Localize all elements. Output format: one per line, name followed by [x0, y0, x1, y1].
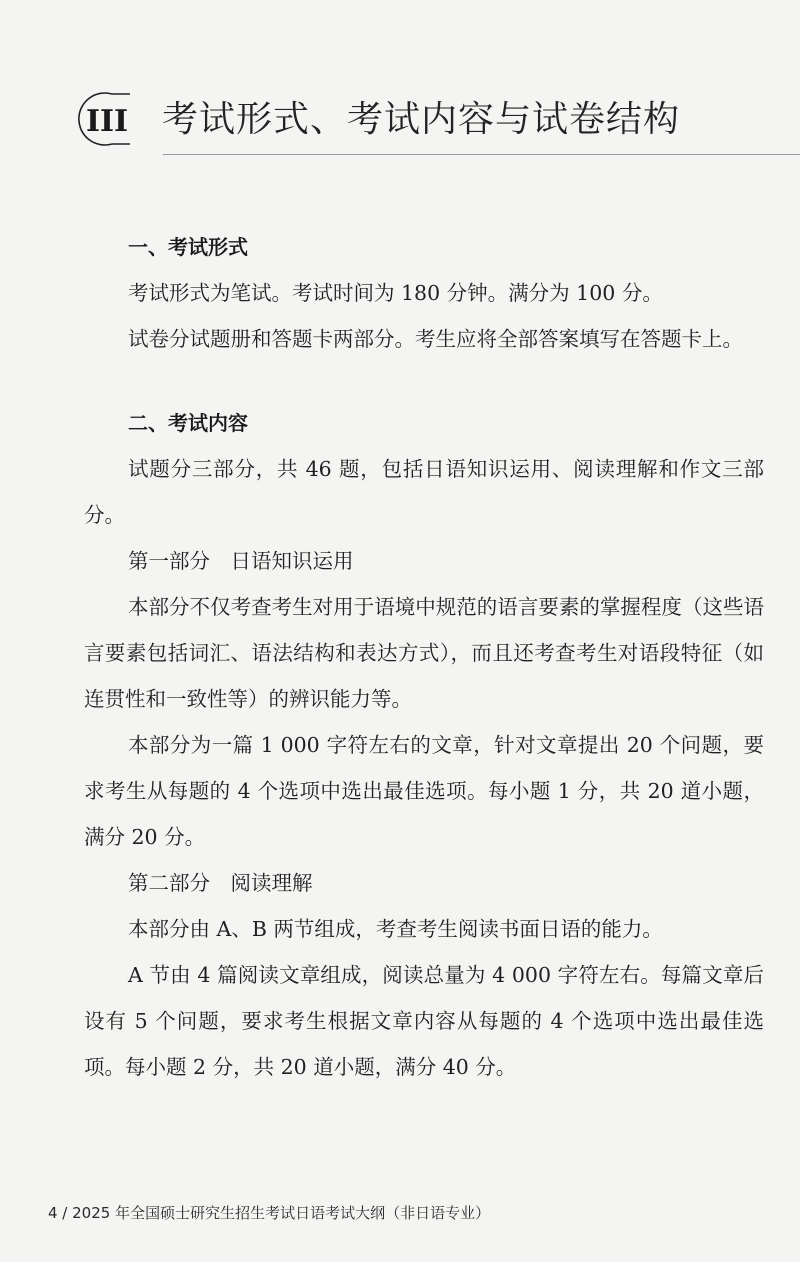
part-heading-knowledge: 第一部分 日语知识运用	[128, 549, 354, 573]
section-heading-exam-content: 二、考试内容	[128, 411, 248, 435]
part-heading-reading: 第二部分 阅读理解	[128, 871, 313, 895]
header-divider	[163, 154, 800, 155]
paragraph: 考试形式为笔试。考试时间为 180 分钟。满分为 100 分。	[128, 281, 663, 305]
paragraph: A 节由 4 篇阅读文章组成，阅读总量为 4 000 字符左右。每篇文章后设有 5 个问题，要求考生根据文章内容从每题的 4 个选项中选出最佳选项。每小题 2 分，共 20 道小题，满分 40 分。	[84, 963, 764, 1079]
chapter-numeral: III	[85, 104, 129, 139]
paragraph: 本部分由 A、B 两节组成，考查考生阅读书面日语的能力。	[128, 917, 663, 941]
paragraph: 试卷分试题册和答题卡两部分。考生应将全部答案填写在答题卡上。	[128, 327, 743, 351]
chapter-numeral-badge	[72, 88, 134, 150]
page-content	[84, 224, 764, 1090]
page-footer: 4 / 2025 年全国硕士研究生招生考试日语考试大纲（非日语专业）	[48, 1204, 491, 1222]
chapter-header	[0, 0, 800, 170]
paragraph: 本部分为一篇 1 000 字符左右的文章，针对文章提出 20 个问题，要求考生从每题的 4 个选项中选出最佳选项。每小题 1 分，共 20 道小题，满分 20 分。	[84, 733, 764, 849]
paragraph: 本部分不仅考查考生对用于语境中规范的语言要素的掌握程度（这些语言要素包括词汇、语法结构和表达方式），而且还考查考生对语段特征（如连贯性和一致性等）的辨识能力等。	[84, 595, 764, 711]
chapter-title: 考试形式、考试内容与试卷结构	[162, 99, 681, 140]
paragraph: 试题分三部分，共 46 题，包括日语知识运用、阅读理解和作文三部分。	[84, 457, 764, 527]
roman-numeral-circle-icon	[72, 88, 134, 150]
section-heading-exam-format: 一、考试形式	[128, 235, 248, 259]
